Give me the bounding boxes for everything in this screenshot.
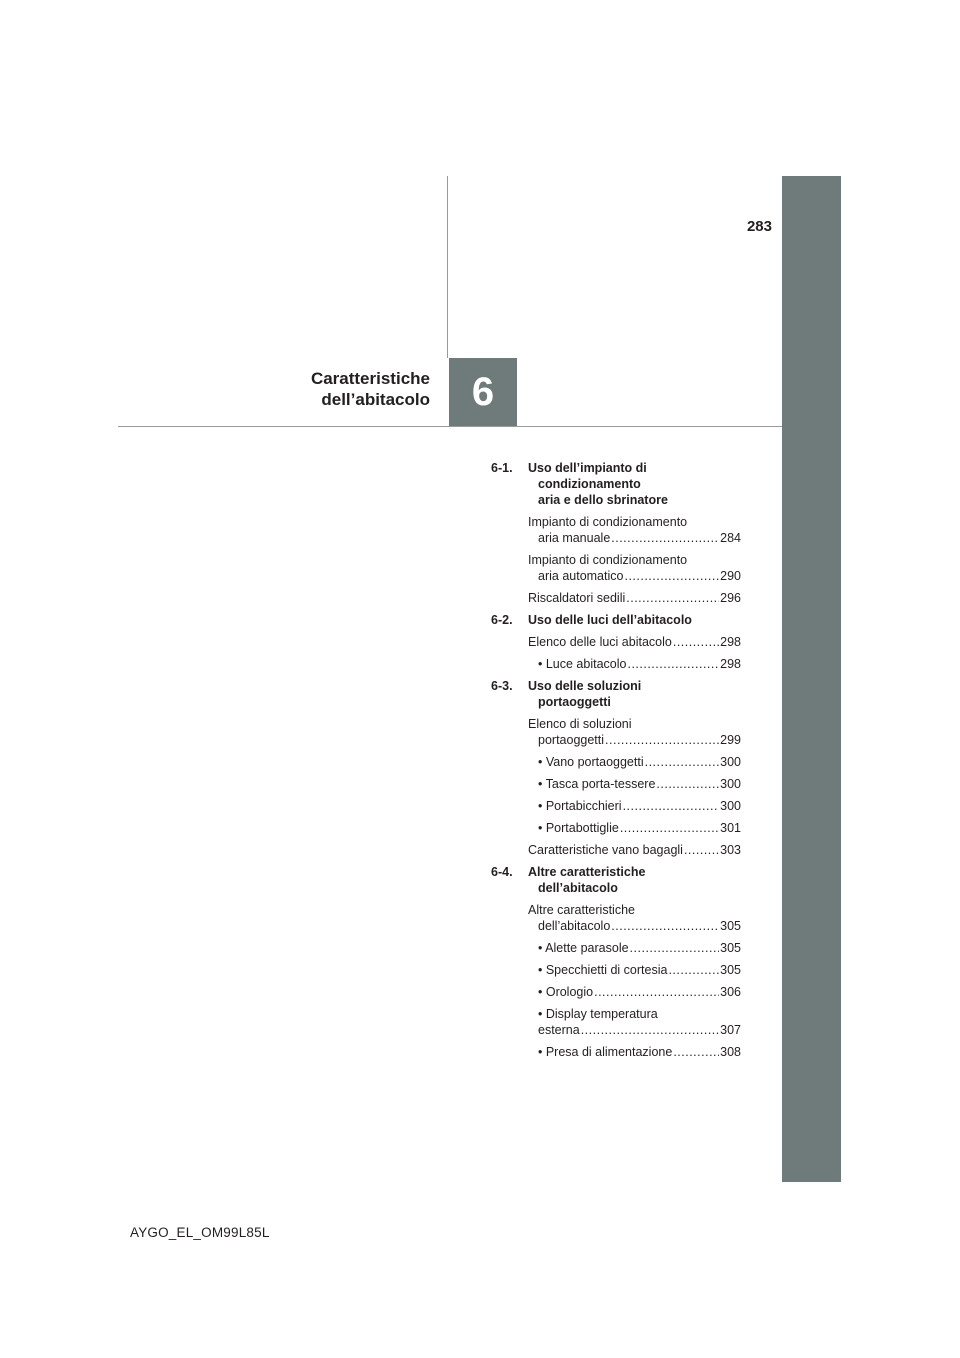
toc-entry-row [538, 962, 741, 978]
toc-page-number: 290 [720, 569, 741, 583]
chapter-number-badge: 6 [449, 358, 517, 426]
toc-entry-row [538, 656, 741, 672]
toc-entry[interactable] [528, 552, 741, 584]
toc-entry-label: Riscaldatori sedili [528, 591, 626, 605]
toc-dot-leader [684, 842, 719, 858]
toc-entry-label: • Portabottiglie [538, 821, 619, 835]
toc-entry-row [538, 798, 741, 814]
toc-page-number: 301 [720, 821, 741, 835]
toc-page-number: 300 [720, 799, 741, 813]
toc-entry-first-line: Impianto di condizionamento [528, 515, 688, 529]
toc-section-title-line: Uso dell’impianto di [528, 461, 647, 475]
toc-entry-row [538, 820, 741, 836]
toc-page-number: 284 [720, 531, 741, 545]
toc-entry-label: • Luce abitacolo [538, 657, 627, 671]
toc-section-number: 6-1. [491, 461, 513, 475]
toc-page-number: 300 [720, 755, 741, 769]
toc-entry-row [538, 1022, 741, 1038]
toc-page-number: 303 [720, 843, 741, 857]
toc-dot-leader [673, 1044, 719, 1060]
toc-entry-row [538, 1044, 741, 1060]
toc-dot-leader [594, 984, 719, 1000]
toc-entry[interactable] [538, 754, 741, 770]
toc-page-number: 298 [720, 657, 741, 671]
toc-entry-row [538, 940, 741, 956]
toc-entry[interactable] [538, 776, 741, 792]
toc-entry-first-line: Elenco di soluzioni [528, 717, 632, 731]
toc-entry[interactable] [538, 820, 741, 836]
toc-dot-leader [581, 1022, 719, 1038]
toc-dot-leader [668, 962, 719, 978]
toc-dot-leader [645, 754, 720, 770]
toc-entry[interactable] [538, 984, 741, 1000]
toc-dot-leader [630, 940, 720, 956]
horizontal-divider [118, 426, 782, 427]
chapter-title-line2: dell’abitacolo [321, 390, 430, 409]
page-number: 283 [746, 218, 772, 235]
toc-dot-leader [627, 656, 719, 672]
toc-entry[interactable] [528, 716, 741, 748]
toc-entry[interactable] [538, 962, 741, 978]
toc-page-number: 305 [720, 941, 741, 955]
toc-entry-label: • Specchietti di cortesia [538, 963, 668, 977]
toc-entry[interactable] [528, 842, 741, 858]
toc-entry-label: Caratteristiche vano bagagli [528, 843, 683, 857]
toc-dot-leader [611, 918, 719, 934]
toc-entry[interactable] [528, 590, 741, 606]
toc-entry[interactable] [528, 514, 741, 546]
toc-section-number: 6-2. [491, 613, 513, 627]
toc-dot-leader [620, 820, 719, 836]
toc-entry-label: • Portabicchieri [538, 799, 622, 813]
toc-entry-label: • Alette parasole [538, 941, 629, 955]
toc-dot-leader [623, 798, 720, 814]
toc-section-title-line: Uso delle luci dell’abitacolo [528, 613, 692, 627]
toc-section-title-line: condizionamento [538, 477, 641, 491]
toc-entry-label: • Presa di alimentazione [538, 1045, 673, 1059]
toc-entry-row [538, 754, 741, 770]
toc-entry-row [528, 918, 741, 934]
toc-section-title-line: aria e dello sbrinatore [538, 493, 668, 507]
toc-section-heading [491, 678, 741, 710]
vertical-divider [447, 176, 448, 358]
chapter-title-line1: Caratteristiche [310, 369, 430, 388]
toc-page-number: 298 [720, 635, 741, 649]
toc-section-title-line: dell’abitacolo [538, 881, 618, 895]
toc-section-heading [491, 864, 741, 896]
toc-section-title-line: Uso delle soluzioni [528, 679, 642, 693]
toc-page-number: 307 [720, 1023, 741, 1037]
toc-dot-leader [656, 776, 719, 792]
toc-entry-first-line: Altre caratteristiche [528, 903, 635, 917]
footer-code: AYGO_EL_OM99L85L [130, 1225, 270, 1240]
toc-entry-row [538, 776, 741, 792]
toc-entry-row [528, 732, 741, 748]
chapter-side-tab [782, 176, 841, 1182]
toc-section-title-line: portaoggetti [538, 695, 611, 709]
toc-dot-leader [626, 590, 719, 606]
toc-section-number: 6-4. [491, 865, 513, 879]
toc-section-heading [491, 460, 741, 508]
toc-page-number: 305 [720, 963, 741, 977]
chapter-title [311, 368, 430, 410]
toc-page-number: 306 [720, 985, 741, 999]
toc-entry-first-line: Impianto di condizionamento [528, 553, 688, 567]
toc-entry[interactable] [538, 1006, 741, 1038]
toc-page-number: 300 [720, 777, 741, 791]
toc-entry[interactable] [528, 902, 741, 934]
toc-entry-label: esterna [538, 1023, 580, 1037]
toc-entry[interactable] [538, 1044, 741, 1060]
toc-section-number: 6-3. [491, 679, 513, 693]
toc-dot-leader [673, 634, 719, 650]
toc-entry-label: portaoggetti [538, 733, 605, 747]
toc-entry[interactable] [538, 940, 741, 956]
toc-page-number: 296 [720, 591, 741, 605]
toc-entry-row [528, 634, 741, 650]
toc-entry-label: dell’abitacolo [538, 919, 611, 933]
toc-entry-label: • Vano portaoggetti [538, 755, 644, 769]
toc-entry-row [538, 984, 741, 1000]
toc-entry[interactable] [538, 656, 741, 672]
toc-dot-leader [624, 568, 719, 584]
toc-dot-leader [611, 530, 719, 546]
toc-entry[interactable] [538, 798, 741, 814]
toc-page-number: 305 [720, 919, 741, 933]
toc-entry-label: aria automatico [538, 569, 624, 583]
toc-entry-row [528, 568, 741, 584]
toc-section-heading [491, 612, 741, 628]
toc-entry-first-line: • Display temperatura [538, 1007, 658, 1021]
toc-entry-label: • Orologio [538, 985, 594, 999]
toc-entry-row [528, 530, 741, 546]
toc-entry-label: aria manuale [538, 531, 611, 545]
toc-entry[interactable] [528, 634, 741, 650]
toc-dot-leader [605, 732, 719, 748]
toc-entry-label: • Tasca porta-tessere [538, 777, 656, 791]
table-of-contents [491, 460, 741, 1066]
toc-page-number: 299 [720, 733, 741, 747]
toc-entry-row [528, 590, 741, 606]
toc-page-number: 308 [720, 1045, 741, 1059]
toc-section-title-line: Altre caratteristiche [528, 865, 646, 879]
toc-entry-row [528, 842, 741, 858]
toc-entry-label: Elenco delle luci abitacolo [528, 635, 672, 649]
